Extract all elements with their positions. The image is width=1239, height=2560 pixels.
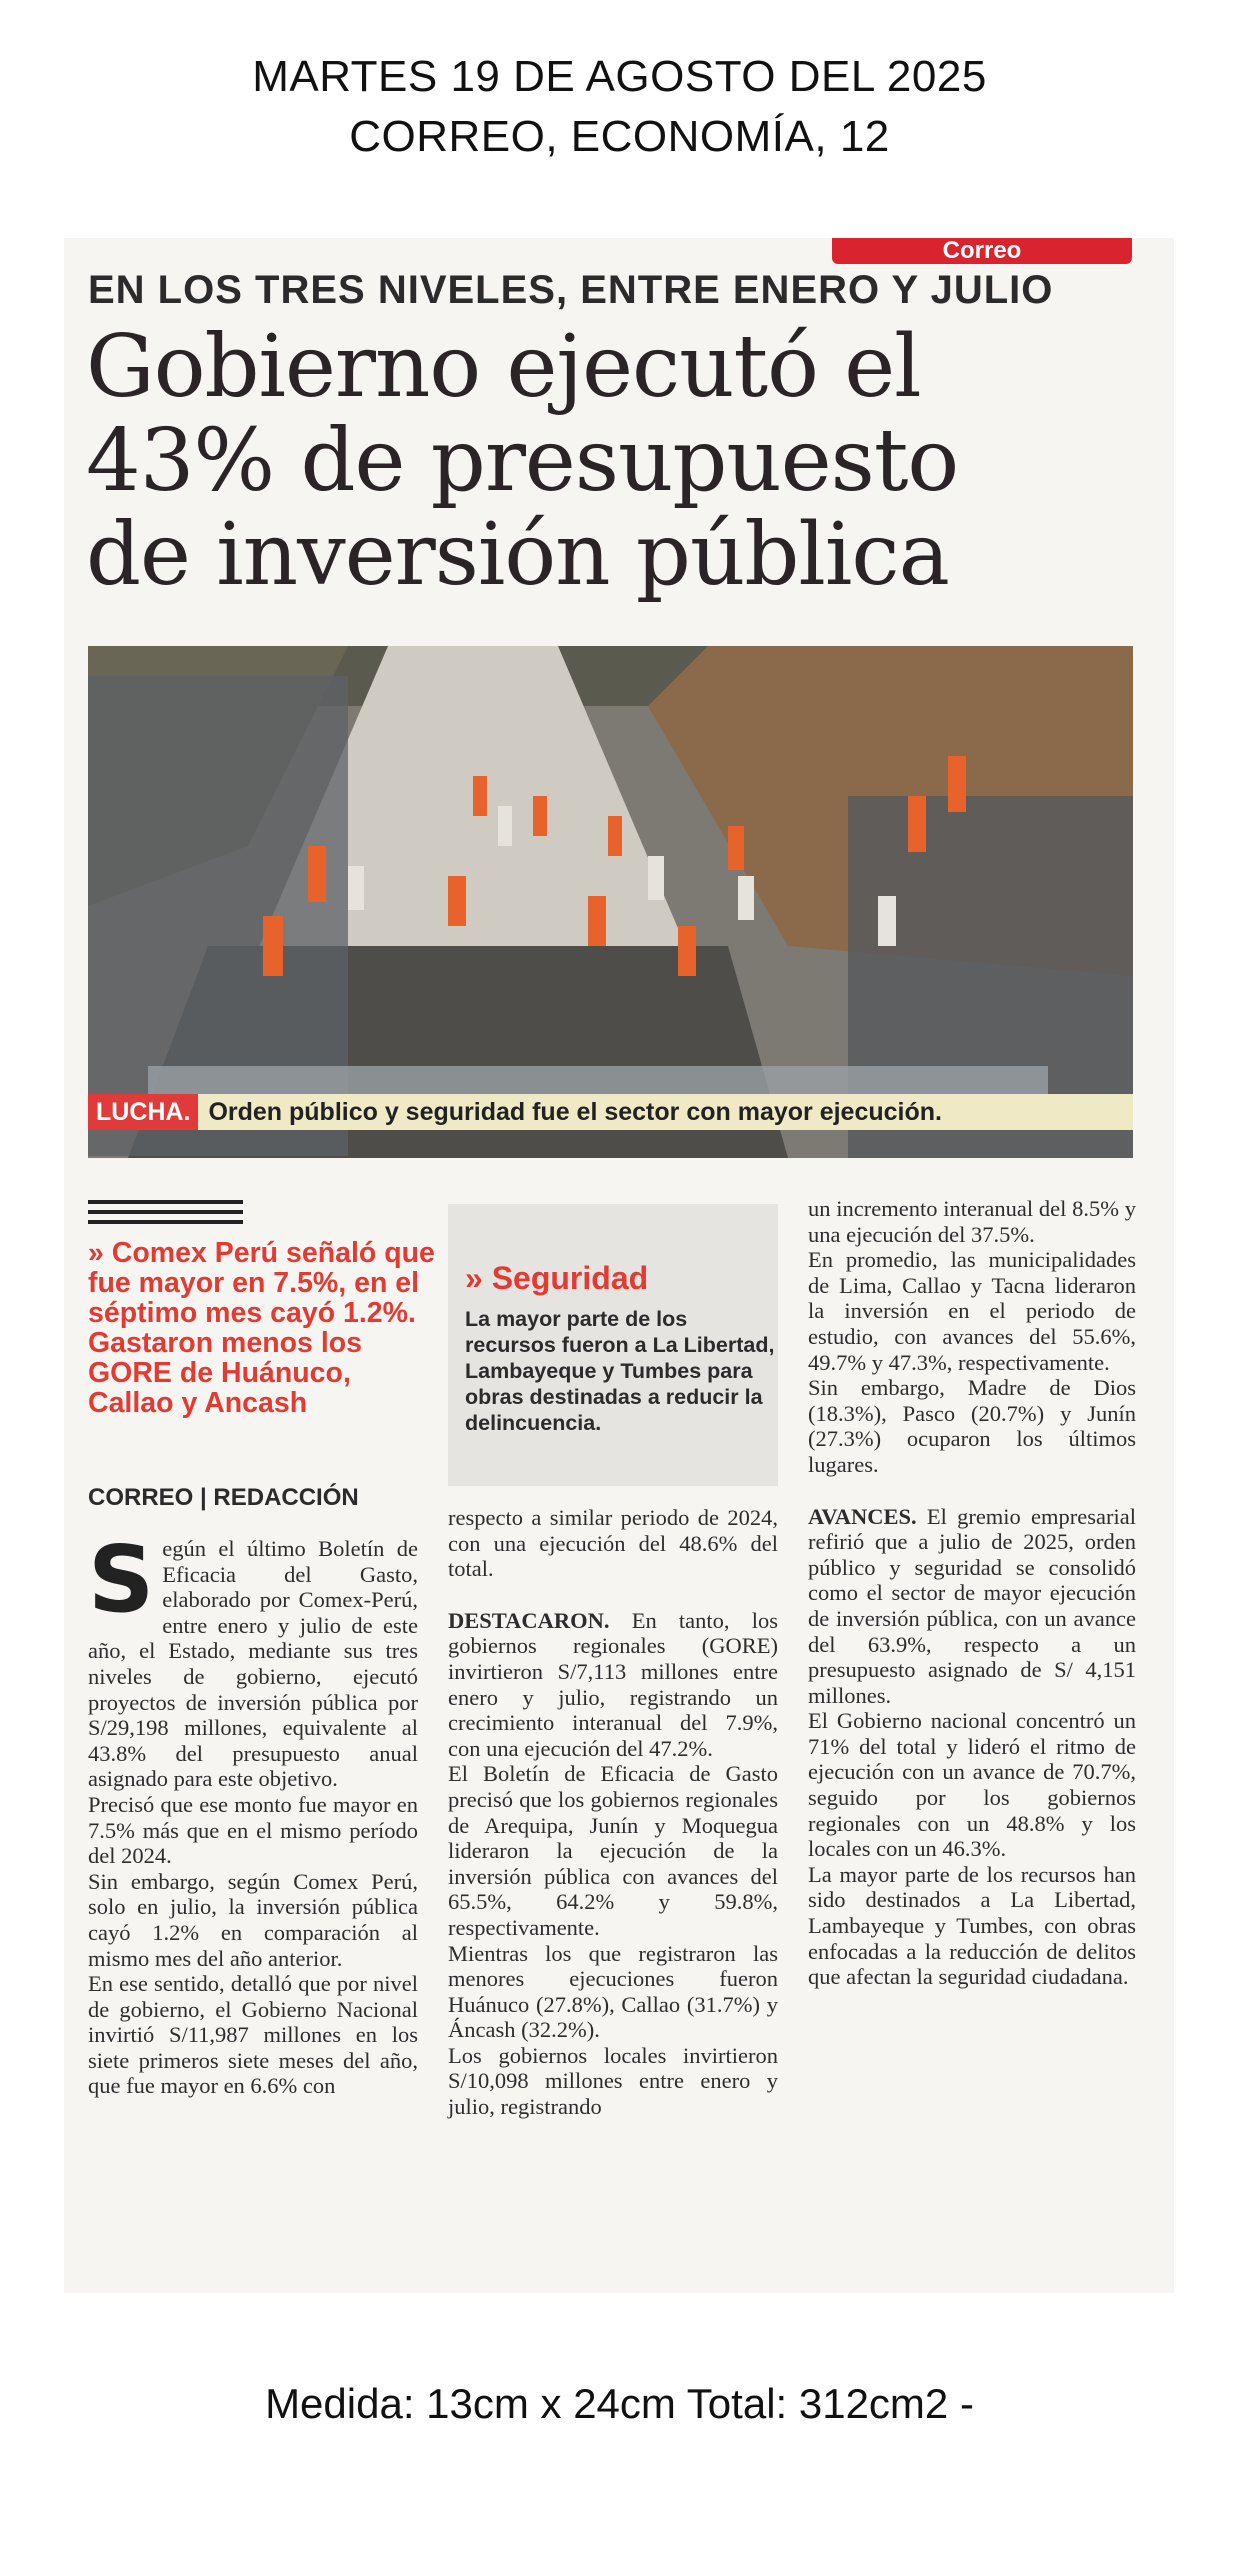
subhead-lead: DESTACARON. xyxy=(448,1607,610,1633)
sidebar-text: La mayor parte de los recursos fueron a La Libertad, Lambayeque y Tumbes para obras destinadas a reducir la delincuencia. xyxy=(465,1307,775,1435)
article-kicker: EN LOS TRES NIVELES, ENTRE ENERO Y JULIO xyxy=(88,268,1054,312)
article-summary: » Comex Perú señaló que fue mayor en 7.5%, en el séptimo mes cayó 1.2%. Gastaron menos los GORE de Huánuco, Callao y Ancash xyxy=(88,1237,435,1419)
paragraph: Sin embargo, Madre de Dios (18.3%), Pasco (20.7%) y Junín (27.3%) ocuparon los últimos lugares. xyxy=(808,1375,1136,1477)
photo-caption xyxy=(88,1094,1133,1130)
clipping-measure: Medida: 13cm x 24cm Total: 312cm2 - xyxy=(265,2380,974,2427)
paragraph: Mientras los que registraron las menores ejecuciones fueron Huánuco (27.8%), Callao (31.7%) y Áncash (32.2%). xyxy=(448,1940,778,2043)
paragraph: Los gobiernos locales invirtieron S/10,098 millones entre enero y julio, registrando xyxy=(448,2042,778,2120)
paragraph: Precisó que ese monto fue mayor en 7.5% más que en el mismo período del 2024. xyxy=(88,1791,418,1869)
article-column-3 xyxy=(808,1196,1136,1990)
paragraph: un incremento interanual del 8.5% y una ejecución del 37.5%. xyxy=(808,1196,1136,1247)
headline-line: 43% de presupuesto xyxy=(86,411,959,511)
paragraph: En promedio, las municipalidades de Lima, Callao y Tacna lideraron la inversión en el periodo de estudio, con avances del 55.6%, 49.7% y 47.3%, respectivamente. xyxy=(808,1247,1136,1375)
sidebar-title: » Seguridad xyxy=(465,1260,649,1296)
article-column-2 xyxy=(448,1505,778,2120)
clipping-source-line: CORREO, ECONOMÍA, 12 xyxy=(349,112,890,161)
article-column-1 xyxy=(88,1526,418,2099)
article-headline xyxy=(86,317,1166,605)
paragraph: En tanto, los gobiernos regionales (GORE) invirtieron S/7,113 millones entre enero y julio, registrando un crecimiento interanual del 7.9%, con una ejecución del 47.2%. xyxy=(448,1607,778,1761)
subhead-lead: AVANCES. xyxy=(808,1503,917,1529)
headline-line: Gobierno ejecutó el xyxy=(86,317,921,417)
caption-tag: LUCHA. xyxy=(88,1094,198,1130)
road-construction-photo xyxy=(88,646,1133,1158)
paragraph: La mayor parte de los recursos han sido destinados a La Libertad, Lambayeque y Tumbes, con obras enfocadas a la reducción de delitos que afectan la seguridad ciudadana. xyxy=(808,1861,1136,1990)
decorative-rule xyxy=(88,1210,243,1214)
decorative-rule xyxy=(88,1200,243,1204)
paragraph: En ese sentido, detalló que por nivel de gobierno, el Gobierno Nacional invirtió S/11,987 millones en los siete primeros siete meses del año, que fue mayor en 6.6% con xyxy=(88,1971,418,2099)
drop-cap: S xyxy=(88,1526,155,1633)
decorative-rule xyxy=(88,1220,243,1224)
caption-text: Orden público y seguridad fue el sector con mayor ejecución. xyxy=(208,1098,942,1126)
paragraph: El gremio empresarial refirió que a julio de 2025, orden público y seguridad se consolidó como el sector de mayor ejecución de inversión pública, con un avance del 63.9%, respecto a un presupuesto asignado de S/ 4,151 millones. xyxy=(808,1503,1136,1708)
paragraph: egún el último Boletín de Eficacia del Gasto, elaborado por Comex-Perú, entre enero y julio de este año, el Estado, mediante sus tres niveles de gobierno, ejecutó proyectos de inversión pública por S/29,198 millones, equivalente al 43.8% del presupuesto anual asignado para este objetivo. xyxy=(88,1536,418,1792)
headline-line: de inversión pública xyxy=(86,505,949,605)
road-construction-illustration xyxy=(88,646,1133,1158)
paragraph: respecto a similar periodo de 2024, con una ejecución del 48.6% del total. xyxy=(448,1505,778,1582)
paragraph: El Boletín de Eficacia de Gasto precisó que los gobiernos regionales de Arequipa, Junín y Moquegua lideraron la ejecución de la inversión pública con avances del 65.5%, 64.2% y 59.8%, respectivamente. xyxy=(448,1761,778,1940)
clipping-date-line: MARTES 19 DE AGOSTO DEL 2025 xyxy=(252,52,987,101)
article-byline: CORREO | REDACCIÓN xyxy=(88,1484,359,1511)
paragraph: Sin embargo, según Comex Perú, solo en julio, la inversión pública cayó 1.2% en comparación al mismo mes del año anterior. xyxy=(88,1868,418,1971)
newspaper-logo: Correo xyxy=(832,238,1132,264)
paragraph: El Gobierno nacional concentró un 71% del total y lideró el ritmo de ejecución con un avance de 70.7%, seguido por los gobiernos regionales con un 48.8% y los locales con un 46.3%. xyxy=(808,1708,1136,1862)
